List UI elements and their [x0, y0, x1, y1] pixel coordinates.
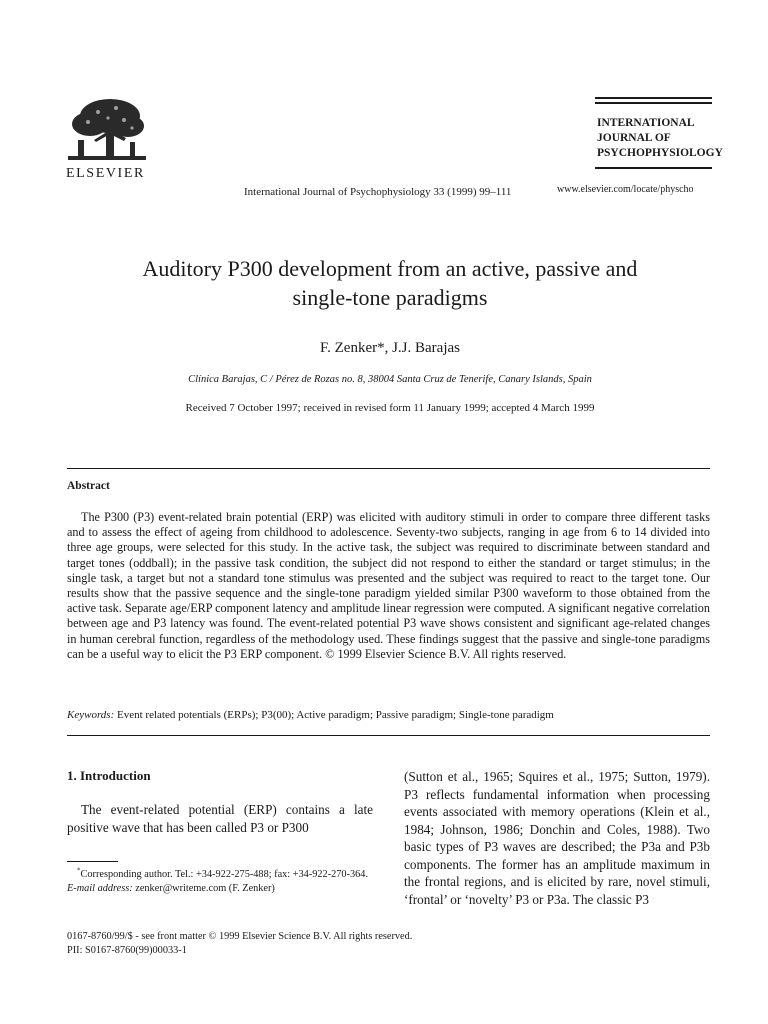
article-title	[60, 254, 720, 312]
title-line: Auditory P300 development from an active, passive and	[142, 256, 638, 281]
authors: F. Zenker*, J.J. Barajas	[319, 340, 461, 356]
footnote-corresponding-text: Corresponding author. Tel.: +34-922-275-488; fax: +34-922-270-364.	[80, 869, 369, 880]
received-dates: Received 7 October 1997; received in revised form 11 January 1999; accepted 4 March 1999	[185, 402, 595, 414]
journal-name-line: PSYCHOPHYSIOLOGY	[597, 147, 723, 159]
journal-name-line: JOURNAL OF	[597, 132, 671, 144]
email-label: E-mail address:	[67, 882, 133, 894]
abstract-top-rule	[67, 468, 710, 469]
abstract-text: The P300 (P3) event-related brain potential (ERP) was elicited with auditory stimuli in order to compare three different tasks and to assess the effect of ageing from childhood to adolescence. Seventy-two subjects, ranging in age from 6 to 14 divided into three age groups, were selected for this study. In the active task, the subject was required to discriminate between standard and target tones (oddball); in the passive task condition, the subject did not respond to either the standard or target stimulus; in the single task, a target but not a standard tone stimulus was presented and the subject was required to react to the target tone. Our results show that the passive sequence and the single-tone paradigm yielded similar P300 waveform to those obtained from the active task. Separate age/ERP component latency and amplitude linear regression were computed. A significant negative correlation between age and P3 latency was found. The event-related potential P3 wave shows consistent and significant age-related changes in human cerebral function, regardless of the methodology used. These findings suggest that the passive and single-tone paradigms can be a useful way to elicit the P3 ERP component. © 1999 Elsevier Science B.V. All rights reserved.	[67, 510, 710, 661]
email-value[interactable]: zenker@writeme.com (F. Zenker)	[135, 882, 275, 894]
journal-name	[597, 116, 722, 161]
abstract-heading: Abstract	[67, 480, 110, 492]
footnote-marker: *	[77, 866, 81, 875]
publisher-name: ELSEVIER	[66, 166, 145, 181]
journal-rule-top	[595, 97, 712, 99]
pii-line: PII: S0167-8760(99)00033-1	[67, 945, 187, 956]
keywords-text: Event related potentials (ERPs); P3(00); Active paradigm; Passive paradigm; Single-tone paradigm	[117, 709, 554, 721]
footnote	[67, 868, 373, 895]
title-line: single-tone paradigms	[292, 285, 488, 310]
footnote-corresponding	[67, 868, 373, 882]
footnote-rule	[67, 861, 118, 862]
journal-rule-second	[595, 102, 712, 104]
keywords	[67, 709, 554, 721]
journal-rule-bottom	[595, 167, 712, 169]
footnote-email	[67, 882, 373, 896]
publication-info	[67, 930, 412, 958]
keywords-bottom-rule	[67, 735, 710, 736]
journal-name-line: INTERNATIONAL	[597, 117, 695, 129]
issn-line: 0167-8760/99/$ - see front matter © 1999 Elsevier Science B.V. All rights reserved.	[67, 931, 413, 942]
intro-paragraph-right: (Sutton et al., 1965; Squires et al., 1975; Sutton, 1979). P3 reflects fundamental information when processing events associated with memory operations (Klein et al., 1984; Johnson, 1986; Donchin and Coles, 1988). Two basic types of P3 waves are described; the P3a and P3b components. The former has an amplitude maximum in the frontal regions, and is elicited by rare, novel stimuli, ‘frontal’ or ‘novelty’ P3 or P3a. The classic P3	[404, 769, 710, 907]
journal-citation: International Journal of Psychophysiology 33 (1999) 99–111	[244, 186, 512, 198]
affiliation: Clínica Barajas, C / Pérez de Rozas no. 8, 38004 Santa Cruz de Tenerife, Canary Islands, Spain	[188, 374, 592, 385]
intro-paragraph-left: The event-related potential (ERP) contains a late positive wave that has been called P3 or P300	[67, 802, 373, 835]
keywords-label: Keywords:	[67, 709, 115, 721]
section-heading-introduction: 1. Introduction	[67, 768, 151, 783]
journal-url[interactable]: www.elsevier.com/locate/physcho	[557, 184, 694, 195]
